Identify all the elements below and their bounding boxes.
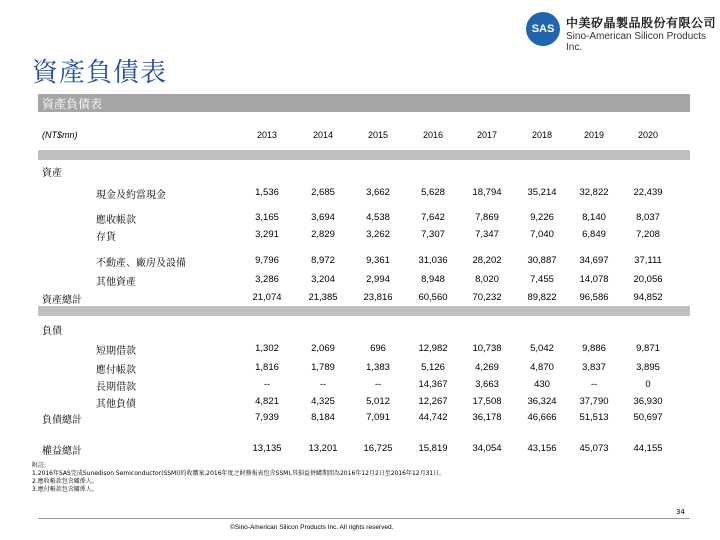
table-cell-value: 20,056 [633, 274, 663, 285]
table-cell-value: 5,042 [530, 343, 554, 354]
table-cell-value: 9,886 [582, 343, 606, 354]
table-cell-value: 28,202 [472, 255, 502, 266]
footnotes [32, 462, 445, 494]
table-cell-value: 44,742 [418, 412, 448, 423]
row-label: 應付帳款 [96, 365, 136, 376]
year-header: 2017 [476, 130, 498, 140]
table-cell-value: 1,536 [255, 187, 279, 198]
table-cell-value: 8,972 [311, 255, 335, 266]
table-cell-value: 7,040 [530, 229, 554, 240]
table-cell-value: 7,939 [255, 412, 279, 423]
liabilities-section-label: 負債 [42, 326, 62, 337]
table-title-bar [38, 94, 690, 112]
table-cell-value: 16,725 [363, 443, 393, 454]
row-label: 應收帳款 [96, 215, 136, 226]
year-header: 2018 [531, 130, 553, 140]
table-cell-value: 15,819 [418, 443, 448, 454]
row-label: 權益總計 [42, 446, 82, 457]
row-label: 不動產、廠房及設備 [96, 258, 186, 269]
table-cell-value: 2,069 [311, 343, 335, 354]
table-cell-value: 4,870 [530, 362, 554, 373]
page-title: 資產負債表 [32, 58, 168, 88]
table-cell-value: 2,994 [366, 274, 390, 285]
table-cell-value: 45,073 [579, 443, 609, 454]
table-cell-value: 8,020 [475, 274, 499, 285]
table-cell-value: 21,074 [252, 292, 282, 303]
table-cell-value: 7,869 [475, 212, 499, 223]
table-cell-value: 1,816 [255, 362, 279, 373]
table-cell-value: 3,286 [255, 274, 279, 285]
row-label: 長期借款 [96, 382, 136, 393]
table-cell-value: 37,790 [579, 396, 609, 407]
table-cell-value: 9,226 [530, 212, 554, 223]
footer-divider [38, 518, 690, 519]
table-cell-value: 23,816 [363, 292, 393, 303]
table-cell-value: 4,538 [366, 212, 390, 223]
table-cell-value: 46,666 [527, 412, 557, 423]
footnote-line: 附註: [32, 462, 47, 469]
footnote-line: 2.應收帳款包含關係人。 [32, 478, 98, 485]
table-cell-value: 7,208 [636, 229, 660, 240]
table-cell-value: -- [590, 379, 598, 390]
copyright-text: ©Sino-American Silicon Products Inc. All rights reserved. [230, 524, 394, 531]
table-cell-value: 2,829 [311, 229, 335, 240]
table-cell-value: 7,347 [475, 229, 499, 240]
row-label: 其他負債 [96, 399, 136, 410]
table-cell-value: 3,895 [636, 362, 660, 373]
table-cell-value: 8,037 [636, 212, 660, 223]
table-cell-value: -- [263, 379, 271, 390]
table-title: 資產負債表 [42, 97, 103, 111]
table-cell-value: 3,663 [475, 379, 499, 390]
table-cell-value: 3,204 [311, 274, 335, 285]
table-cell-value: 1,383 [366, 362, 390, 373]
table-cell-value: 13,201 [308, 443, 338, 454]
table-cell-value: 7,455 [530, 274, 554, 285]
table-cell-value: 0 [645, 379, 651, 390]
table-cell-value: 696 [370, 343, 386, 354]
table-cell-value: 3,291 [255, 229, 279, 240]
table-cell-value: 5,628 [421, 187, 445, 198]
table-cell-value: 5,012 [366, 396, 390, 407]
company-logo [526, 12, 717, 53]
table-cell-value: 8,140 [582, 212, 606, 223]
year-header: 2015 [367, 130, 389, 140]
table-cell-value: 9,871 [636, 343, 660, 354]
table-cell-value: 36,178 [472, 412, 502, 423]
footnote-line: 1.2016年SAS完成Sunedison Semiconductor(SSMI)的收購案,2016年度之財務報表包含SSMI,其損益併購期間為2016年12月2日至2016年12月31日。 [32, 470, 446, 477]
year-header: 2014 [312, 130, 334, 140]
row-label: 現金及約當現金 [96, 190, 166, 201]
unit-label: (NT$mn) [42, 130, 78, 140]
table-cell-value: 43,156 [527, 443, 557, 454]
table-cell-value: 1,789 [311, 362, 335, 373]
row-label: 資產總計 [42, 295, 82, 306]
table-cell-value: 50,697 [633, 412, 663, 423]
table-cell-value: 10,738 [472, 343, 502, 354]
table-cell-value: 36,324 [527, 396, 557, 407]
table-cell-value: 34,054 [472, 443, 502, 454]
sas-logo-icon: SAS [526, 12, 560, 46]
table-cell-value: 94,852 [633, 292, 663, 303]
section-divider-middle [38, 306, 690, 316]
table-cell-value: 14,367 [418, 379, 448, 390]
table-cell-value: 31,036 [418, 255, 448, 266]
table-cell-value: 51,513 [579, 412, 609, 423]
table-cell-value: 30,887 [527, 255, 557, 266]
table-cell-value: 36,930 [633, 396, 663, 407]
table-cell-value: 7,307 [421, 229, 445, 240]
table-cell-value: 12,982 [418, 343, 448, 354]
table-cell-value: 6,849 [582, 229, 606, 240]
table-cell-value: 17,508 [472, 396, 502, 407]
row-label: 存貨 [96, 232, 116, 243]
table-cell-value: 60,560 [418, 292, 448, 303]
page-number: 34 [676, 508, 685, 516]
logo-english-name: Sino-American Silicon Products Inc. [566, 31, 707, 53]
table-cell-value: 7,642 [421, 212, 445, 223]
table-cell-value: 5,126 [421, 362, 445, 373]
table-cell-value: 9,796 [255, 255, 279, 266]
table-cell-value: 22,439 [633, 187, 663, 198]
logo-chinese-name: 中美矽晶製品股份有限公司 [566, 16, 717, 30]
table-cell-value: 13,135 [252, 443, 282, 454]
table-cell-value: 4,325 [311, 396, 335, 407]
year-header: 2016 [422, 130, 444, 140]
section-divider-top [38, 150, 690, 160]
table-cell-value: 3,837 [582, 362, 606, 373]
year-header: 2013 [256, 130, 278, 140]
year-header: 2020 [637, 130, 659, 140]
table-cell-value: 3,694 [311, 212, 335, 223]
footnote-line: 3.應付帳款包含關係人。 [32, 486, 98, 493]
table-cell-value: 34,697 [579, 255, 609, 266]
table-cell-value: 18,794 [472, 187, 502, 198]
table-cell-value: 44,155 [633, 443, 663, 454]
table-cell-value: 9,361 [366, 255, 390, 266]
table-cell-value: 21,385 [308, 292, 338, 303]
assets-section-label: 資產 [42, 168, 62, 179]
table-cell-value: 4,269 [475, 362, 499, 373]
row-label: 其他資產 [96, 277, 136, 288]
row-label: 負債總計 [42, 415, 82, 426]
table-cell-value: 37,111 [634, 255, 662, 266]
table-cell-value: 70,232 [472, 292, 502, 303]
table-cell-value: 3,165 [255, 212, 279, 223]
table-cell-value: 7,091 [366, 412, 390, 423]
table-cell-value: 32,822 [579, 187, 609, 198]
table-cell-value: -- [319, 379, 327, 390]
table-cell-value: 8,184 [311, 412, 335, 423]
table-cell-value: 2,685 [311, 187, 335, 198]
table-cell-value: 1,302 [255, 343, 279, 354]
year-header: 2019 [583, 130, 605, 140]
table-cell-value: 35,214 [527, 187, 557, 198]
table-cell-value: 8,948 [421, 274, 445, 285]
table-cell-value: 89,822 [527, 292, 557, 303]
row-label: 短期借款 [96, 346, 136, 357]
table-cell-value: 430 [534, 379, 550, 390]
table-cell-value: 3,662 [366, 187, 390, 198]
table-cell-value: 3,262 [366, 229, 390, 240]
table-cell-value: 4,821 [255, 396, 279, 407]
table-cell-value: -- [374, 379, 382, 390]
table-cell-value: 14,078 [579, 274, 609, 285]
table-cell-value: 12,267 [418, 396, 448, 407]
table-cell-value: 96,586 [579, 292, 609, 303]
